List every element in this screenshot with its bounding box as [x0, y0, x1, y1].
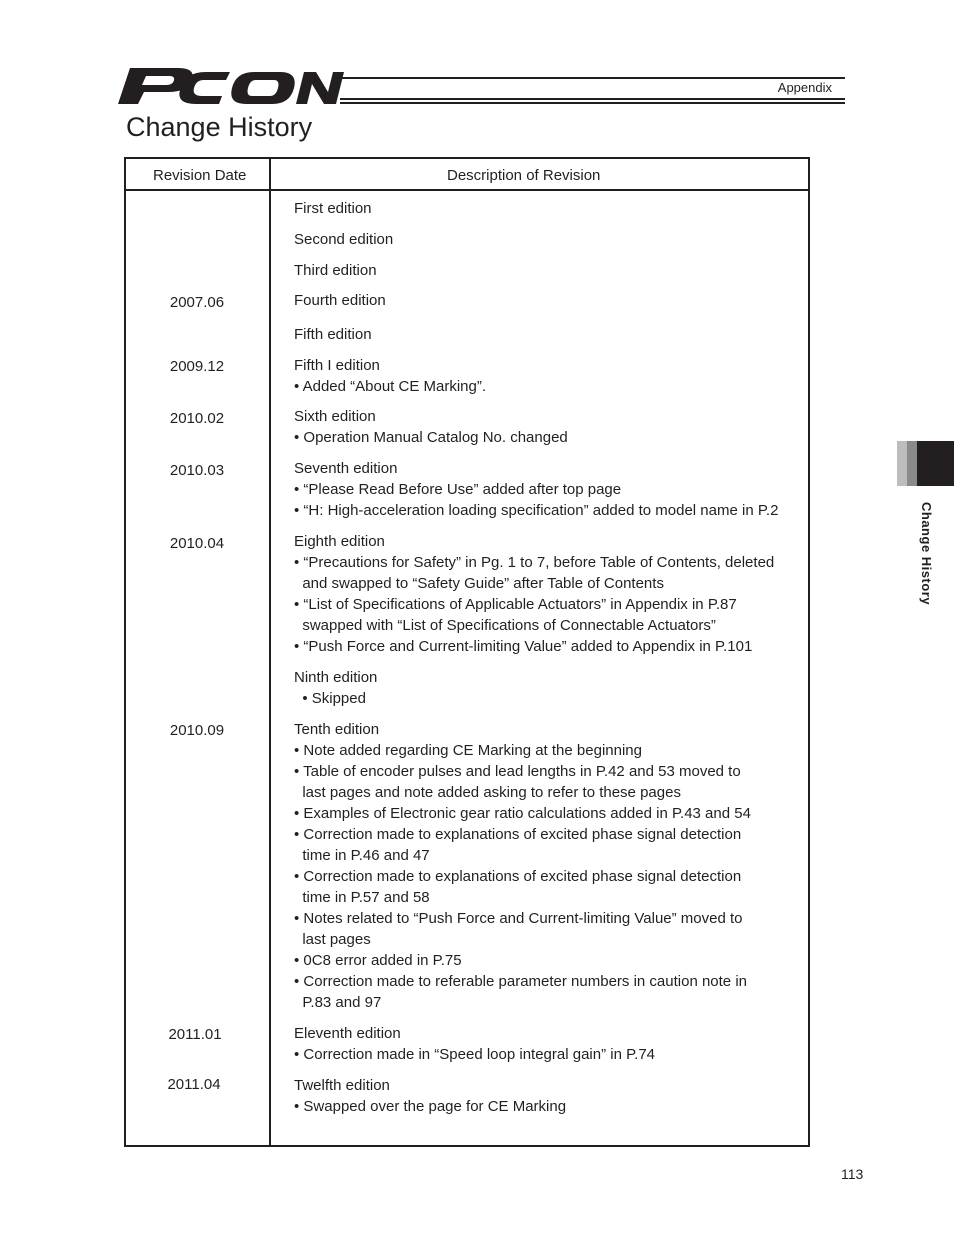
revision-bullet: • “Please Read Before Use” added after top page	[294, 481, 622, 498]
revision-title: Twelfth edition	[294, 1077, 390, 1094]
revision-bullet: • Correction made to explanations of excited phase signal detection	[294, 826, 742, 843]
revision-title: Second edition	[294, 231, 394, 248]
revision-bullet: and swapped to “Safety Guide” after Table of Contents	[294, 575, 664, 592]
revision-bullet: • “Push Force and Current-limiting Value” added to Appendix in P.101	[294, 638, 753, 655]
revision-entry	[294, 260, 806, 281]
revision-bullet: • Operation Manual Catalog No. changed	[294, 429, 568, 446]
revision-date: 2010.09	[169, 722, 225, 739]
header-rule-mid	[340, 98, 845, 100]
revision-bullet: P.83 and 97	[294, 994, 382, 1011]
revision-entry	[294, 1023, 806, 1065]
revision-bullet: time in P.46 and 47	[294, 847, 430, 864]
revision-title: Fourth edition	[294, 292, 386, 309]
revision-bullet: • Correction made to explanations of excited phase signal detection	[294, 868, 742, 885]
header-rule-top	[340, 77, 845, 79]
revision-title: Third edition	[294, 262, 377, 279]
revision-bullet: • Correction made in “Speed loop integral gain” in P.74	[294, 1046, 656, 1063]
header-divider	[124, 189, 810, 191]
revision-bullet: • 0C8 error added in P.75	[294, 952, 462, 969]
revision-date: 2010.02	[169, 410, 225, 427]
revision-date: 2009.12	[169, 358, 225, 375]
revision-bullet: • Added “About CE Marking”.	[294, 378, 487, 395]
revision-bullet: last pages	[294, 931, 371, 948]
revision-bullet: • Skipped	[294, 690, 366, 707]
revision-title: Ninth edition	[294, 669, 378, 686]
revision-bullet: • “List of Specifications of Applicable Actuators” in Appendix in P.87	[294, 596, 737, 613]
revision-entry	[294, 458, 806, 521]
revision-entry	[294, 229, 806, 250]
revision-title: Sixth edition	[294, 408, 376, 425]
revision-title: Seventh edition	[294, 460, 398, 477]
revision-entry	[294, 406, 806, 448]
revision-bullet: • Table of encoder pulses and lead lengths in P.42 and 53 moved to	[294, 763, 741, 780]
revision-bullet: • Notes related to “Push Force and Current-limiting Value” moved to	[294, 910, 743, 927]
revision-entry	[294, 324, 806, 345]
revision-bullet: time in P.57 and 58	[294, 889, 430, 906]
revision-bullet: • Note added regarding CE Marking at the beginning	[294, 742, 642, 759]
revision-title: Fifth edition	[294, 326, 372, 343]
revision-date: 2010.04	[169, 535, 225, 552]
page-title: Change History	[126, 112, 313, 142]
revision-bullet: swapped with “List of Specifications of Connectable Actuators”	[294, 617, 716, 634]
revision-bullet: • Swapped over the page for CE Marking	[294, 1098, 567, 1115]
revision-date: 2011.01	[168, 1026, 222, 1043]
side-tab-label: Change History	[919, 502, 934, 606]
column-header-date: Revision Date	[153, 167, 247, 184]
header-rule-bottom	[340, 102, 845, 104]
revision-title: Fifth I edition	[294, 357, 380, 374]
revision-date: 2011.04	[167, 1076, 221, 1093]
chapter-tab-marker	[897, 441, 954, 486]
pcon-logo	[116, 64, 344, 108]
revision-entry	[294, 290, 806, 311]
page-number: 113	[841, 1166, 864, 1182]
revision-bullet: • “Precautions for Safety” in Pg. 1 to 7, before Table of Contents, deleted	[294, 554, 775, 571]
revision-date: 2007.06	[169, 294, 225, 311]
revision-entry	[294, 198, 806, 219]
revision-title: Eleventh edition	[294, 1025, 401, 1042]
revision-title: Eighth edition	[294, 533, 385, 550]
revision-entry	[294, 355, 806, 397]
revision-entry	[294, 1075, 806, 1117]
revision-title: Tenth edition	[294, 721, 380, 738]
revision-bullet: • “H: High-acceleration loading specification” added to model name in P.2	[294, 502, 779, 519]
revision-entry	[294, 667, 806, 709]
revision-bullet: • Correction made to referable parameter numbers in caution note in	[294, 973, 747, 990]
revision-bullet: last pages and note added asking to refer to these pages	[294, 784, 681, 801]
revision-date: 2010.03	[169, 462, 225, 479]
revision-entry	[294, 531, 806, 657]
revision-entry	[294, 719, 806, 1013]
section-label: Appendix	[777, 80, 832, 95]
revision-title: First edition	[294, 200, 372, 217]
revision-bullet: • Examples of Electronic gear ratio calculations added in P.43 and 54	[294, 805, 751, 822]
column-header-description: Description of Revision	[447, 167, 601, 184]
